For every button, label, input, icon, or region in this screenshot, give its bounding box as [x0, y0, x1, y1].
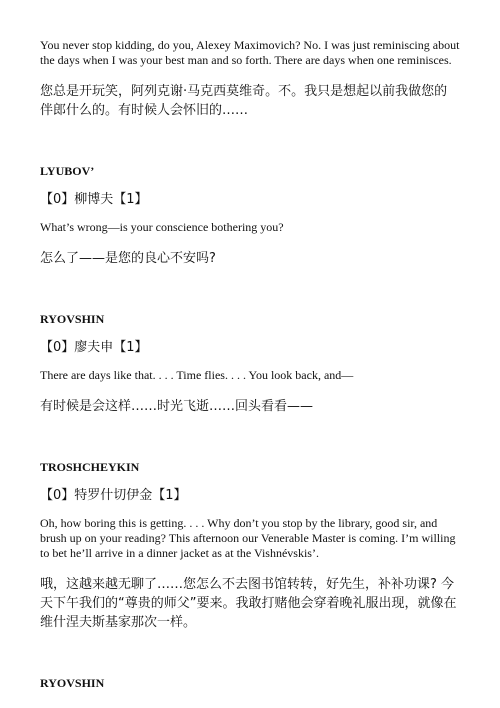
speaker-ryovshin-zh: 【0】廖夫申【1】: [40, 340, 148, 355]
speaker-troshcheykin-zh: 【0】特罗什切伊金【1】: [40, 488, 187, 503]
speaker-lyubov-zh: 【0】柳博夫【1】: [40, 192, 148, 207]
line-ryovshin-days: There are days like that. . . . Time flies. . . . You look back, and—: [40, 368, 354, 382]
line-troshcheykin-boring: Oh, how boring this is getting. . . . Why don’t you stop by the library, good sir, and brush up on your reading? This afternoon our Venerable Master is coming. I’m willing to bet he’ll arrive in a dinner jacket as at the Vishnévskis’.: [40, 516, 456, 560]
speaker-ryovshin: RYOVSHIN: [40, 312, 105, 326]
line-troshcheykin-boring-zh: 哦，这越来越无聊了……您怎么不去图书馆转转，好先生，补补功课? 今天下午我们的“尊贵的师父”要来。我敢打赌他会穿着晚礼服出现，就像在维什涅夫斯基家那次一样。: [40, 577, 457, 630]
line-alexey-kidding: You never stop kidding, do you, Alexey Maximovich? No. I was just reminiscing about the days when I was your best man and so forth. There are days when one reminisces.: [40, 38, 460, 67]
speaker-troshcheykin: TROSHCHEYKIN: [40, 460, 140, 474]
line-lyubov-conscience: What’s wrong—is your conscience bothering you?: [40, 220, 284, 234]
line-lyubov-conscience-zh: 怎么了——是您的良心不安吗?: [40, 251, 216, 266]
line-alexey-kidding-zh: 您总是开玩笑，阿列克谢·马克西莫维奇。不。我只是想起以前我做您的伴郎什么的。有时候人会怀旧的……: [40, 84, 448, 118]
line-ryovshin-days-zh: 有时候是会这样……时光飞逝……回头看看——: [40, 399, 314, 414]
speaker-lyubov: LYUBOV’: [40, 164, 95, 178]
speaker-ryovshin-2: RYOVSHIN: [40, 676, 105, 690]
